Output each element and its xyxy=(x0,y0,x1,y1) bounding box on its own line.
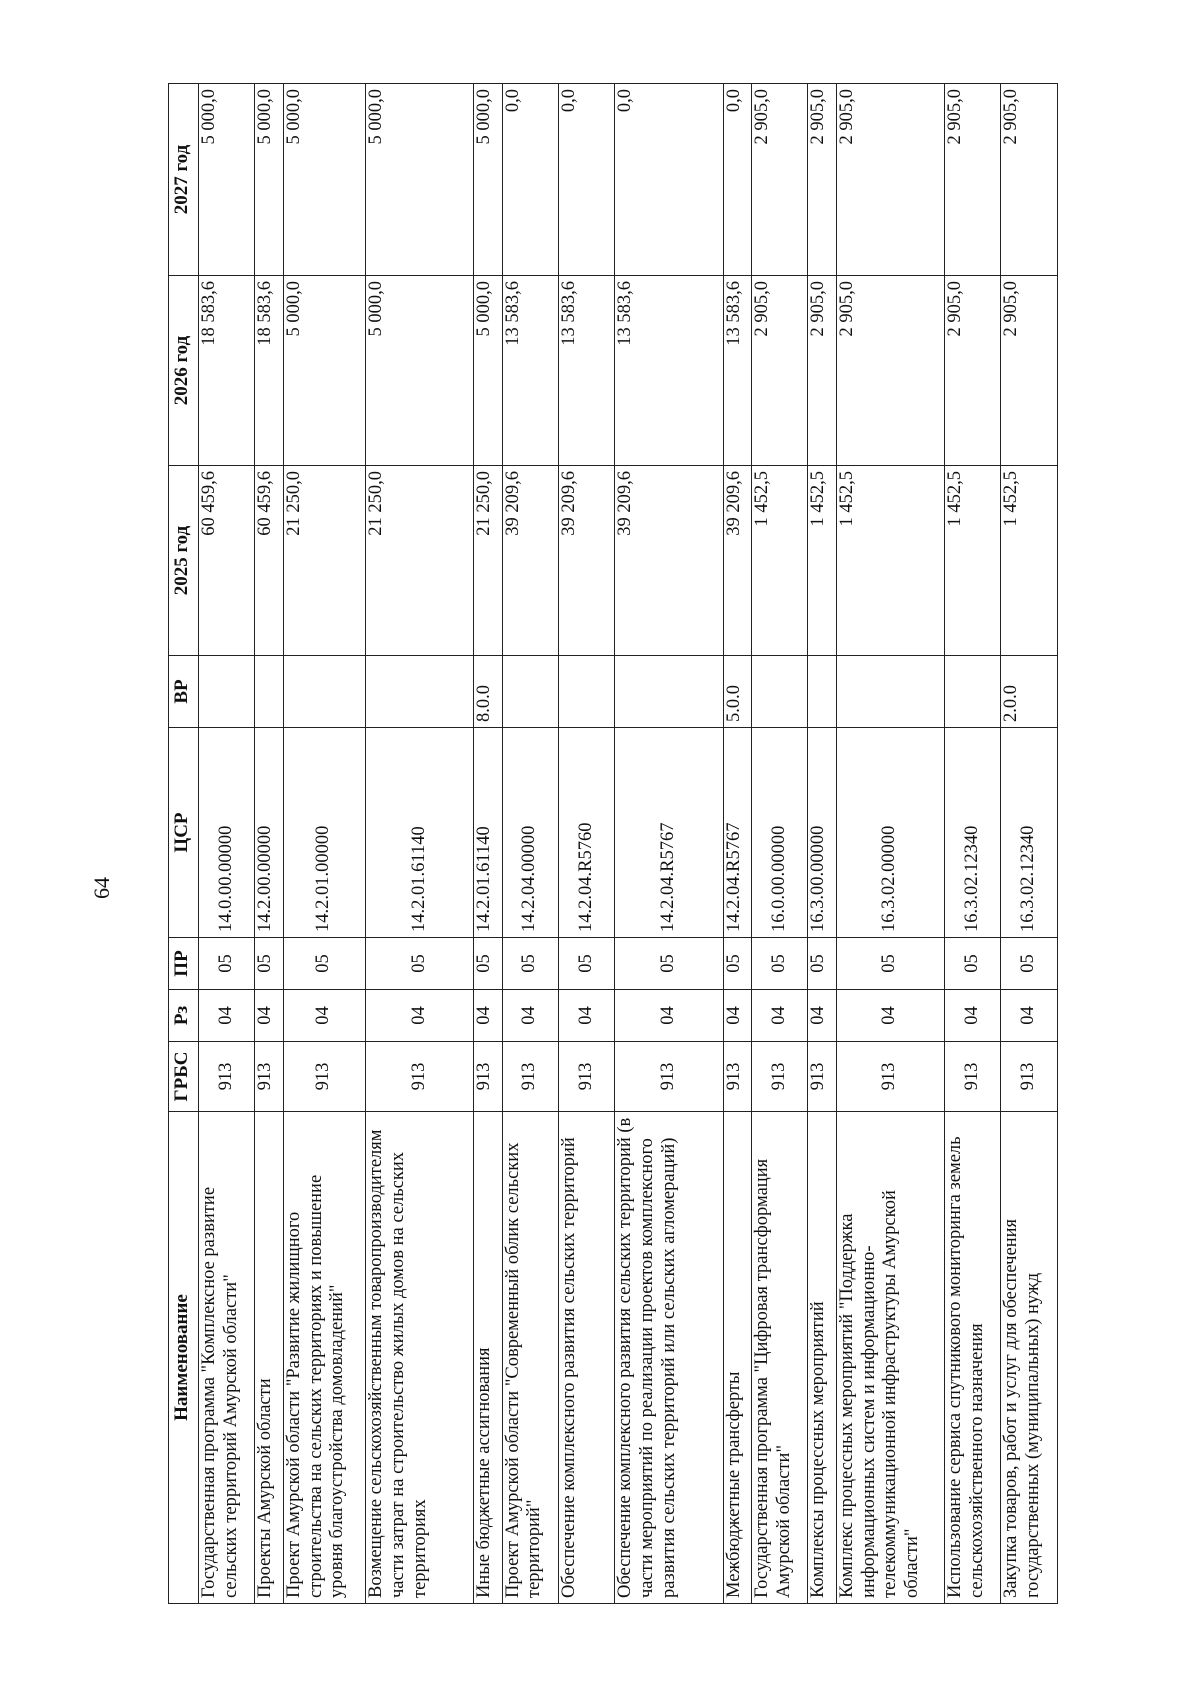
table-row xyxy=(366,84,474,1604)
row-pr-cell: 05 xyxy=(502,938,558,990)
table-row xyxy=(836,84,944,1604)
header-vr: ВР xyxy=(169,656,199,728)
row-vr-cell: 8.0.0 xyxy=(474,656,502,728)
row-pr-cell: 05 xyxy=(836,938,944,990)
table-row xyxy=(283,84,365,1604)
row-name-cell: Государственная программа "Цифровая трансформация Амурской области" xyxy=(751,1112,807,1604)
row-vr-cell xyxy=(283,656,365,728)
row-csr-cell: 16.3.02.00000 xyxy=(836,728,944,938)
header-pr: ПР xyxy=(169,938,199,990)
row-pr-cell: 05 xyxy=(1001,938,1058,990)
row-csr-cell: 16.0.00.00000 xyxy=(751,728,807,938)
row-rz-cell: 04 xyxy=(615,990,723,1042)
row-pr-cell: 05 xyxy=(559,938,615,990)
row-grbs-cell: 913 xyxy=(836,1042,944,1112)
table-row xyxy=(559,84,615,1604)
header-csr: ЦСР xyxy=(169,728,199,938)
row-name-cell: Государственная программа "Комплексное развитие сельских территорий Амурской области" xyxy=(199,1112,255,1604)
row-name-cell: Межбюджетные трансферты xyxy=(723,1112,751,1604)
row-rz-cell: 04 xyxy=(808,990,836,1042)
row-vr-cell xyxy=(836,656,944,728)
row-2027-cell: 5 000,0 xyxy=(366,84,474,276)
table-row xyxy=(255,84,283,1604)
row-2026-cell: 13 583,6 xyxy=(615,276,723,466)
row-csr-cell: 14.2.04.R5760 xyxy=(559,728,615,938)
row-2027-cell: 5 000,0 xyxy=(283,84,365,276)
row-name-cell: Проект Амурской области "Современный облик сельских территорий" xyxy=(502,1112,558,1604)
row-2027-cell: 2 905,0 xyxy=(1001,84,1058,276)
header-rz: Рз xyxy=(169,990,199,1042)
header-2026: 2026 год xyxy=(169,276,199,466)
row-rz-cell: 04 xyxy=(944,990,1000,1042)
row-name-cell: Комплексы процессных мероприятий xyxy=(808,1112,836,1604)
header-2025: 2025 год xyxy=(169,466,199,656)
header-name: Наименование xyxy=(169,1112,199,1604)
row-pr-cell: 05 xyxy=(944,938,1000,990)
row-rz-cell: 04 xyxy=(723,990,751,1042)
row-2025-cell: 21 250,0 xyxy=(366,466,474,656)
row-2025-cell: 1 452,5 xyxy=(751,466,807,656)
row-grbs-cell: 913 xyxy=(474,1042,502,1112)
row-pr-cell: 05 xyxy=(808,938,836,990)
row-vr-cell xyxy=(559,656,615,728)
row-grbs-cell: 913 xyxy=(283,1042,365,1112)
row-2027-cell: 2 905,0 xyxy=(751,84,807,276)
row-2025-cell: 1 452,5 xyxy=(836,466,944,656)
row-2026-cell: 5 000,0 xyxy=(283,276,365,466)
row-2027-cell: 2 905,0 xyxy=(944,84,1000,276)
row-2025-cell: 60 459,6 xyxy=(255,466,283,656)
row-pr-cell: 05 xyxy=(199,938,255,990)
row-2027-cell: 2 905,0 xyxy=(836,84,944,276)
row-2025-cell: 1 452,5 xyxy=(808,466,836,656)
row-grbs-cell: 913 xyxy=(615,1042,723,1112)
row-vr-cell xyxy=(808,656,836,728)
row-2027-cell: 5 000,0 xyxy=(474,84,502,276)
row-2026-cell: 13 583,6 xyxy=(723,276,751,466)
row-csr-cell: 14.2.00.00000 xyxy=(255,728,283,938)
row-2026-cell: 5 000,0 xyxy=(474,276,502,466)
table-row xyxy=(199,84,255,1604)
row-vr-cell xyxy=(502,656,558,728)
row-2025-cell: 60 459,6 xyxy=(199,466,255,656)
table-row xyxy=(751,84,807,1604)
row-csr-cell: 14.2.04.R5767 xyxy=(723,728,751,938)
row-csr-cell: 14.2.04.R5767 xyxy=(615,728,723,938)
row-rz-cell: 04 xyxy=(366,990,474,1042)
row-2026-cell: 2 905,0 xyxy=(944,276,1000,466)
row-name-cell: Обеспечение комплексного развития сельских территорий (в части мероприятий по реализации проектов комплексного развития сельских территорий или сельских агломераций) xyxy=(615,1112,723,1604)
row-2027-cell: 0,0 xyxy=(723,84,751,276)
row-rz-cell: 04 xyxy=(474,990,502,1042)
row-2027-cell: 2 905,0 xyxy=(808,84,836,276)
row-rz-cell: 04 xyxy=(255,990,283,1042)
row-name-cell: Проекты Амурской области xyxy=(255,1112,283,1604)
row-2025-cell: 39 209,6 xyxy=(502,466,558,656)
row-csr-cell: 14.2.01.00000 xyxy=(283,728,365,938)
row-csr-cell: 16.3.00.00000 xyxy=(808,728,836,938)
row-grbs-cell: 913 xyxy=(751,1042,807,1112)
row-rz-cell: 04 xyxy=(1001,990,1058,1042)
row-csr-cell: 16.3.02.12340 xyxy=(944,728,1000,938)
table-row xyxy=(615,84,723,1604)
row-name-cell: Проект Амурской области "Развитие жилищного строительства на сельских территориях и повышение уровня благоустройства домовладений" xyxy=(283,1112,365,1604)
row-name-cell: Возмещение сельскохозяйственным товаропроизводителям части затрат на строительство жилых домов на сельских территориях xyxy=(366,1112,474,1604)
row-2026-cell: 2 905,0 xyxy=(751,276,807,466)
table-body xyxy=(199,84,1058,1604)
row-rz-cell: 04 xyxy=(502,990,558,1042)
row-grbs-cell: 913 xyxy=(255,1042,283,1112)
row-vr-cell xyxy=(615,656,723,728)
row-grbs-cell: 913 xyxy=(944,1042,1000,1112)
row-grbs-cell: 913 xyxy=(808,1042,836,1112)
page-number: 64 xyxy=(89,877,114,899)
row-pr-cell: 05 xyxy=(255,938,283,990)
row-2026-cell: 13 583,6 xyxy=(559,276,615,466)
row-rz-cell: 04 xyxy=(199,990,255,1042)
row-name-cell: Комплекс процессных мероприятий "Поддержка информационных систем и информационно-телекоммуникационной инфраструктуры Амурской области" xyxy=(836,1112,944,1604)
row-vr-cell xyxy=(199,656,255,728)
budget-table xyxy=(168,83,1058,1604)
row-rz-cell: 04 xyxy=(836,990,944,1042)
header-2027: 2027 год xyxy=(169,84,199,276)
table-row xyxy=(1001,84,1058,1604)
row-2027-cell: 5 000,0 xyxy=(255,84,283,276)
row-vr-cell xyxy=(944,656,1000,728)
row-name-cell: Использование сервиса спутникового мониторинга земель сельскохозяйственного назначения xyxy=(944,1112,1000,1604)
table-header-row xyxy=(169,84,199,1604)
row-pr-cell: 05 xyxy=(723,938,751,990)
table-row xyxy=(808,84,836,1604)
row-vr-cell xyxy=(255,656,283,728)
row-vr-cell: 2.0.0 xyxy=(1001,656,1058,728)
row-2026-cell: 5 000,0 xyxy=(366,276,474,466)
rotated-table-wrapper xyxy=(168,84,1058,1604)
row-2026-cell: 18 583,6 xyxy=(199,276,255,466)
table-row xyxy=(944,84,1000,1604)
row-name-cell: Иные бюджетные ассигнования xyxy=(474,1112,502,1604)
row-2025-cell: 21 250,0 xyxy=(474,466,502,656)
row-grbs-cell: 913 xyxy=(559,1042,615,1112)
row-2025-cell: 1 452,5 xyxy=(944,466,1000,656)
row-pr-cell: 05 xyxy=(366,938,474,990)
row-2025-cell: 39 209,6 xyxy=(559,466,615,656)
row-vr-cell: 5.0.0 xyxy=(723,656,751,728)
row-2026-cell: 2 905,0 xyxy=(808,276,836,466)
header-grbs: ГРБС xyxy=(169,1042,199,1112)
row-pr-cell: 05 xyxy=(751,938,807,990)
row-csr-cell: 14.2.04.00000 xyxy=(502,728,558,938)
row-grbs-cell: 913 xyxy=(199,1042,255,1112)
row-csr-cell: 16.3.02.12340 xyxy=(1001,728,1058,938)
row-grbs-cell: 913 xyxy=(502,1042,558,1112)
row-2027-cell: 0,0 xyxy=(615,84,723,276)
row-name-cell: Обеспечение комплексного развития сельских территорий xyxy=(559,1112,615,1604)
row-2025-cell: 21 250,0 xyxy=(283,466,365,656)
row-csr-cell: 14.2.01.61140 xyxy=(366,728,474,938)
row-vr-cell xyxy=(751,656,807,728)
row-rz-cell: 04 xyxy=(559,990,615,1042)
row-rz-cell: 04 xyxy=(751,990,807,1042)
row-pr-cell: 05 xyxy=(615,938,723,990)
row-2026-cell: 2 905,0 xyxy=(1001,276,1058,466)
row-rz-cell: 04 xyxy=(283,990,365,1042)
row-2025-cell: 1 452,5 xyxy=(1001,466,1058,656)
table-row xyxy=(502,84,558,1604)
row-2025-cell: 39 209,6 xyxy=(723,466,751,656)
row-2026-cell: 2 905,0 xyxy=(836,276,944,466)
row-2027-cell: 0,0 xyxy=(559,84,615,276)
row-csr-cell: 14.0.00.00000 xyxy=(199,728,255,938)
row-grbs-cell: 913 xyxy=(1001,1042,1058,1112)
table-row xyxy=(474,84,502,1604)
row-2026-cell: 13 583,6 xyxy=(502,276,558,466)
row-2025-cell: 39 209,6 xyxy=(615,466,723,656)
row-2027-cell: 5 000,0 xyxy=(199,84,255,276)
row-2027-cell: 0,0 xyxy=(502,84,558,276)
row-pr-cell: 05 xyxy=(474,938,502,990)
row-grbs-cell: 913 xyxy=(366,1042,474,1112)
row-name-cell: Закупка товаров, работ и услуг для обеспечения государственных (муниципальных) нужд xyxy=(1001,1112,1058,1604)
row-vr-cell xyxy=(366,656,474,728)
row-grbs-cell: 913 xyxy=(723,1042,751,1112)
row-csr-cell: 14.2.01.61140 xyxy=(474,728,502,938)
row-2026-cell: 18 583,6 xyxy=(255,276,283,466)
row-pr-cell: 05 xyxy=(283,938,365,990)
table-row xyxy=(723,84,751,1604)
